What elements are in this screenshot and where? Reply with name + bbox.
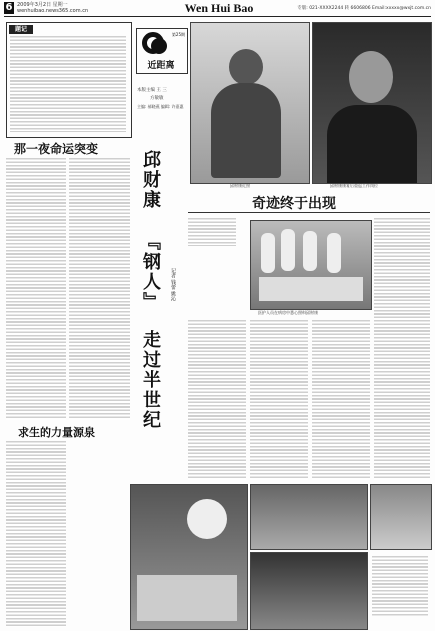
contact-line: 专版: 021-XXXX2244 转 6606806 Email:xxxxx@wxjt.com.cn: [297, 6, 431, 11]
brand-title: Wen Hui Bao: [184, 1, 254, 15]
young-portrait-body: [327, 105, 417, 183]
vertical-title-verb: 走过半世纪: [140, 330, 161, 430]
vertical-title-subject: 『钢人』: [140, 232, 161, 312]
hospital-bed: [259, 277, 363, 301]
web-line: wenhuibao.news365.com.cn: [17, 8, 89, 14]
main-text-col-a: [188, 320, 246, 480]
headline-night: 那一夜命运突变: [14, 142, 99, 156]
column-tag: 题记: [9, 25, 33, 34]
patient-bed: [137, 575, 237, 621]
nurse-figure: [327, 233, 341, 273]
main-text-col-c: [312, 320, 370, 480]
bottom-photo-doctors: [250, 484, 368, 550]
vertical-title-name: 邱财康: [140, 150, 161, 210]
young-portrait-head: [349, 51, 393, 103]
bottom-photo-operation: [130, 484, 248, 630]
portrait-photo-now: [190, 22, 310, 184]
caption-ward: 医护人员在病房中悉心照料邱财康: [258, 310, 318, 315]
nurse-figure: [281, 229, 295, 271]
bottom-caption-text: [372, 556, 428, 616]
caption-portrait-young: 邱财康康复后重返工作岗位: [330, 183, 378, 188]
nurse-figure: [303, 231, 317, 271]
editors-line1: 本版主编 王 三: [137, 88, 167, 93]
masthead: [4, 2, 431, 17]
portrait-head: [229, 49, 263, 85]
series-logo: [136, 28, 188, 74]
ward-photo: [250, 220, 372, 310]
portrait-photo-young: [312, 22, 432, 184]
article-text-col1: [6, 158, 66, 420]
series-logo-text: 近距离: [147, 61, 175, 71]
main-text-col-b: [250, 320, 308, 480]
byline: 记者 钱蕾 姚沁: [170, 268, 176, 302]
headline-rule: [188, 212, 430, 213]
headline-strength: 求生的力量源泉: [18, 426, 95, 439]
nurse-figure: [261, 233, 275, 273]
article-text-col3: [6, 441, 66, 627]
page-number: 6: [5, 2, 13, 13]
headline-miracle: 奇迹终于出现: [252, 196, 336, 212]
editors-line2: 方敏敏: [150, 96, 164, 101]
article-text-col2: [69, 158, 130, 420]
surgeon-head: [187, 499, 227, 539]
bottom-photo-patient: [370, 484, 432, 550]
series-logo-dot-icon: [151, 38, 167, 54]
series-issue: 第25期: [171, 32, 185, 37]
caption-portrait-now: 邱财康近照: [230, 183, 250, 188]
preface-box: [6, 22, 132, 138]
preface-text: [10, 36, 126, 132]
date-line: 2009年3月2日 星期一: [17, 2, 68, 8]
portrait-body: [211, 83, 281, 178]
editors-line3: 主编: 郝晓燕 编辑: 许嘉惠: [137, 104, 184, 109]
main-text-right: [374, 218, 430, 480]
bottom-photo-group: [250, 552, 368, 630]
main-text-top: [188, 218, 236, 246]
